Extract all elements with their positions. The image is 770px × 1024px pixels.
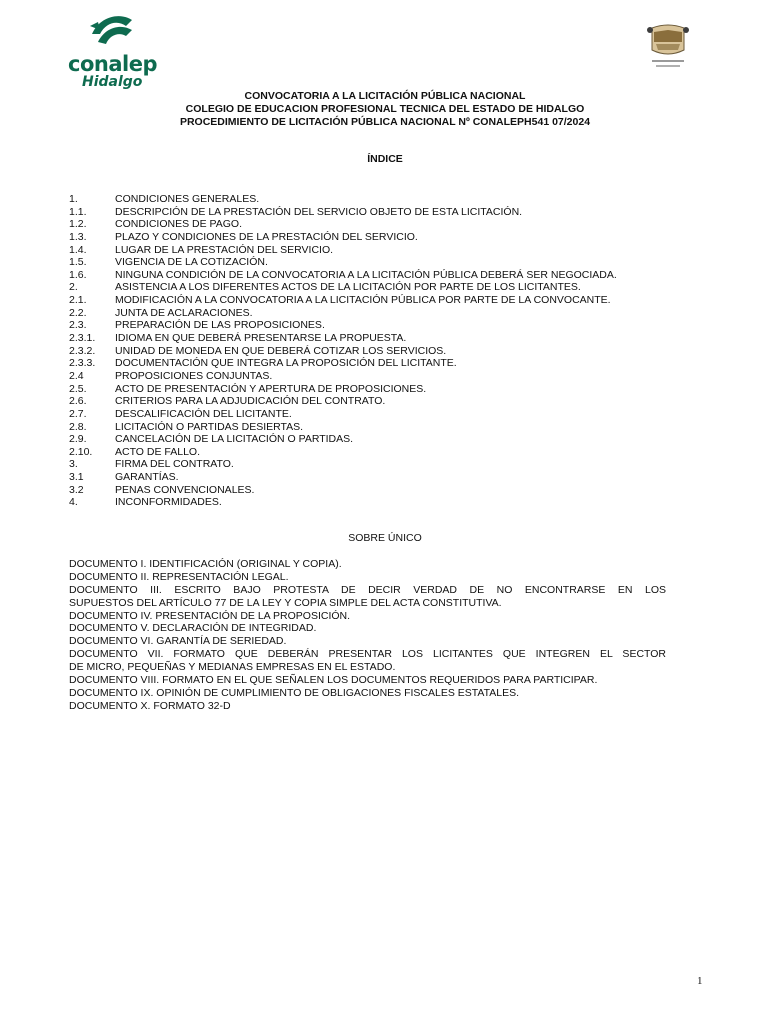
index-item-text: CANCELACIÓN DE LA LICITACIÓN O PARTIDAS. bbox=[115, 433, 354, 446]
index-item-number: 2.3. bbox=[69, 319, 87, 332]
index-item bbox=[69, 458, 709, 471]
logo-wordmark: conalep bbox=[68, 52, 157, 76]
index-item-text: ACTO DE FALLO. bbox=[115, 445, 200, 458]
page-number: 1 bbox=[697, 975, 703, 987]
document-header bbox=[0, 90, 770, 129]
index-item-text: LICITACIÓN O PARTIDAS DESIERTAS. bbox=[115, 420, 304, 433]
header-line-2: COLEGIO DE EDUCACION PROFESIONAL TECNICA DEL ESTADO DE HIDALGO bbox=[185, 103, 585, 115]
index-item-text: INCONFORMIDADES. bbox=[115, 496, 222, 509]
document-line: DOCUMENTO IX. OPINIÓN DE CUMPLIMIENTO DE OBLIGACIONES FISCALES ESTATALES. bbox=[69, 686, 520, 699]
index-item-text: JUNTA DE ACLARACIONES. bbox=[115, 306, 253, 319]
index-item bbox=[69, 345, 709, 358]
index-item-text: UNIDAD DE MONEDA EN QUE DEBERÁ COTIZAR LOS SERVICIOS. bbox=[115, 344, 447, 357]
index-item bbox=[69, 421, 709, 434]
index-item-text: CONDICIONES GENERALES. bbox=[115, 193, 260, 205]
index-item-text: PENAS CONVENCIONALES. bbox=[115, 483, 255, 496]
index-item bbox=[69, 484, 709, 497]
index-item bbox=[69, 383, 709, 396]
document-line: DOCUMENTO V. DECLARACIÓN DE INTEGRIDAD. bbox=[69, 622, 317, 635]
index-item-number: 2.5. bbox=[69, 382, 87, 395]
header-line-3: PROCEDIMIENTO DE LICITACIÓN PÚBLICA NACIONAL Nº CONALEPH541 07/2024 bbox=[179, 116, 591, 128]
index-item bbox=[69, 408, 709, 421]
documents-list bbox=[69, 558, 666, 713]
header-line-1: CONVOCATORIA A LA LICITACIÓN PÚBLICA NACIONAL bbox=[244, 90, 526, 102]
index-item-number: 1. bbox=[69, 193, 78, 205]
index-item-number: 2.2. bbox=[69, 306, 87, 319]
index-item bbox=[69, 269, 709, 282]
index-item-text: PLAZO Y CONDICIONES DE LA PRESTACIÓN DEL SERVICIO. bbox=[115, 230, 418, 243]
index-item-text: MODIFICACIÓN A LA CONVOCATORIA A LA LICITACIÓN PÚBLICA POR PARTE DE LA CONVOCANTE. bbox=[115, 294, 611, 307]
index-item-text: NINGUNA CONDICIÓN DE LA CONVOCATORIA A LA LICITACIÓN PÚBLICA DEBERÁ SER NEGOCIADA. bbox=[115, 268, 617, 281]
index-item-text: GARANTÍAS. bbox=[115, 471, 179, 484]
document-line: DOCUMENTO VIII. FORMATO EN EL QUE SEÑALEN LOS DOCUMENTOS REQUERIDOS PARA PARTICIPAR. bbox=[69, 674, 598, 687]
index-item bbox=[69, 446, 709, 459]
index-item-text: CONDICIONES DE PAGO. bbox=[115, 218, 242, 231]
index-item bbox=[69, 319, 709, 332]
index-item bbox=[69, 231, 709, 244]
index-item bbox=[69, 471, 709, 484]
conalep-emblem-icon bbox=[86, 12, 136, 52]
state-seal-icon bbox=[638, 22, 698, 72]
index-item bbox=[69, 433, 709, 446]
index-item-number: 3.2 bbox=[69, 483, 84, 496]
index-list bbox=[69, 193, 709, 509]
index-item-number: 1.6. bbox=[69, 268, 87, 281]
index-item-number: 2.1. bbox=[69, 294, 87, 307]
document-line: SUPUESTOS DEL ARTÍCULO 77 DE LA LEY Y COPIA SIMPLE DEL ACTA CONSTITUTIVA. bbox=[69, 596, 502, 609]
index-item-number: 2.4 bbox=[69, 369, 84, 382]
sobre-unico-title: SOBRE ÚNICO bbox=[348, 532, 422, 544]
document-line: DOCUMENTO IV. PRESENTACIÓN DE LA PROPOSICIÓN. bbox=[69, 609, 351, 622]
index-item-text: DESCRIPCIÓN DE LA PRESTACIÓN DEL SERVICIO OBJETO DE ESTA LICITACIÓN. bbox=[115, 205, 523, 218]
index-item-number: 1.2. bbox=[69, 218, 87, 231]
index-item-number: 2.3.3. bbox=[69, 357, 96, 370]
index-item-text: CRITERIOS PARA LA ADJUDICACIÓN DEL CONTRATO. bbox=[115, 395, 386, 408]
document-line: DOCUMENTO III. ESCRITO BAJO PROTESTA DE DECIR VERDAD DE NO ENCONTRARSE EN LOS bbox=[69, 583, 666, 596]
logo-subtitle: Hidalgo bbox=[82, 74, 143, 90]
index-item-number: 2.7. bbox=[69, 407, 87, 420]
index-item-number: 2.9. bbox=[69, 433, 87, 446]
index-item bbox=[69, 332, 709, 345]
index-item-text: PREPARACIÓN DE LAS PROPOSICIONES. bbox=[115, 319, 325, 332]
document-line: DOCUMENTO VII. FORMATO QUE DEBERÁN PRESENTAR LOS LICITANTES QUE INTEGREN EL SECTOR bbox=[69, 648, 666, 661]
index-item bbox=[69, 395, 709, 408]
index-item-number: 4. bbox=[69, 496, 78, 509]
document-line: DOCUMENTO II. REPRESENTACIÓN LEGAL. bbox=[69, 570, 289, 583]
index-item bbox=[69, 307, 709, 320]
index-item-number: 2. bbox=[69, 281, 78, 294]
index-item-number: 3. bbox=[69, 458, 78, 471]
index-item-number: 1.4. bbox=[69, 243, 87, 256]
index-item bbox=[69, 218, 709, 231]
document-line: DOCUMENTO VI. GARANTÍA DE SERIEDAD. bbox=[69, 635, 287, 648]
conalep-logo bbox=[64, 12, 164, 90]
index-item-text: ACTO DE PRESENTACIÓN Y APERTURA DE PROPOSICIONES. bbox=[115, 382, 427, 395]
index-item bbox=[69, 281, 709, 294]
index-item-number: 1.3. bbox=[69, 230, 87, 243]
document-line: DE MICRO, PEQUEÑAS Y MEDIANAS EMPRESAS EN EL ESTADO. bbox=[69, 661, 396, 674]
index-item bbox=[69, 244, 709, 257]
index-item-number: 1.1. bbox=[69, 205, 87, 218]
index-item-number: 2.8. bbox=[69, 420, 87, 433]
index-item bbox=[69, 370, 709, 383]
index-item-text: FIRMA DEL CONTRATO. bbox=[115, 458, 234, 471]
index-item-text: VIGENCIA DE LA COTIZACIÓN. bbox=[115, 256, 268, 269]
index-item-number: 2.3.2. bbox=[69, 344, 96, 357]
index-item-text: ASISTENCIA A LOS DIFERENTES ACTOS DE LA LICITACIÓN POR PARTE DE LOS LICITANTES. bbox=[115, 281, 581, 294]
index-item-text: PROPOSICIONES CONJUNTAS. bbox=[115, 369, 273, 382]
document-line: DOCUMENTO X. FORMATO 32-D bbox=[69, 699, 231, 712]
index-item-number: 2.3.1. bbox=[69, 332, 96, 345]
document-line: DOCUMENTO I. IDENTIFICACIÓN (ORIGINAL Y COPIA). bbox=[69, 558, 342, 570]
index-item bbox=[69, 357, 709, 370]
index-title: ÍNDICE bbox=[367, 153, 403, 165]
index-item bbox=[69, 496, 709, 509]
index-item-text: DOCUMENTACIÓN QUE INTEGRA LA PROPOSICIÓN DEL LICITANTE. bbox=[115, 357, 457, 370]
index-item-number: 1.5. bbox=[69, 256, 87, 269]
index-item-text: LUGAR DE LA PRESTACIÓN DEL SERVICIO. bbox=[115, 243, 334, 256]
index-item bbox=[69, 193, 709, 206]
index-item-text: DESCALIFICACIÓN DEL LICITANTE. bbox=[115, 407, 292, 420]
index-item-number: 3.1 bbox=[69, 471, 84, 484]
index-item-text: IDIOMA EN QUE DEBERÁ PRESENTARSE LA PROPUESTA. bbox=[115, 332, 407, 345]
index-item-number: 2.6. bbox=[69, 395, 87, 408]
index-item bbox=[69, 294, 709, 307]
index-item bbox=[69, 256, 709, 269]
index-item-number: 2.10. bbox=[69, 445, 93, 458]
index-item bbox=[69, 206, 709, 219]
